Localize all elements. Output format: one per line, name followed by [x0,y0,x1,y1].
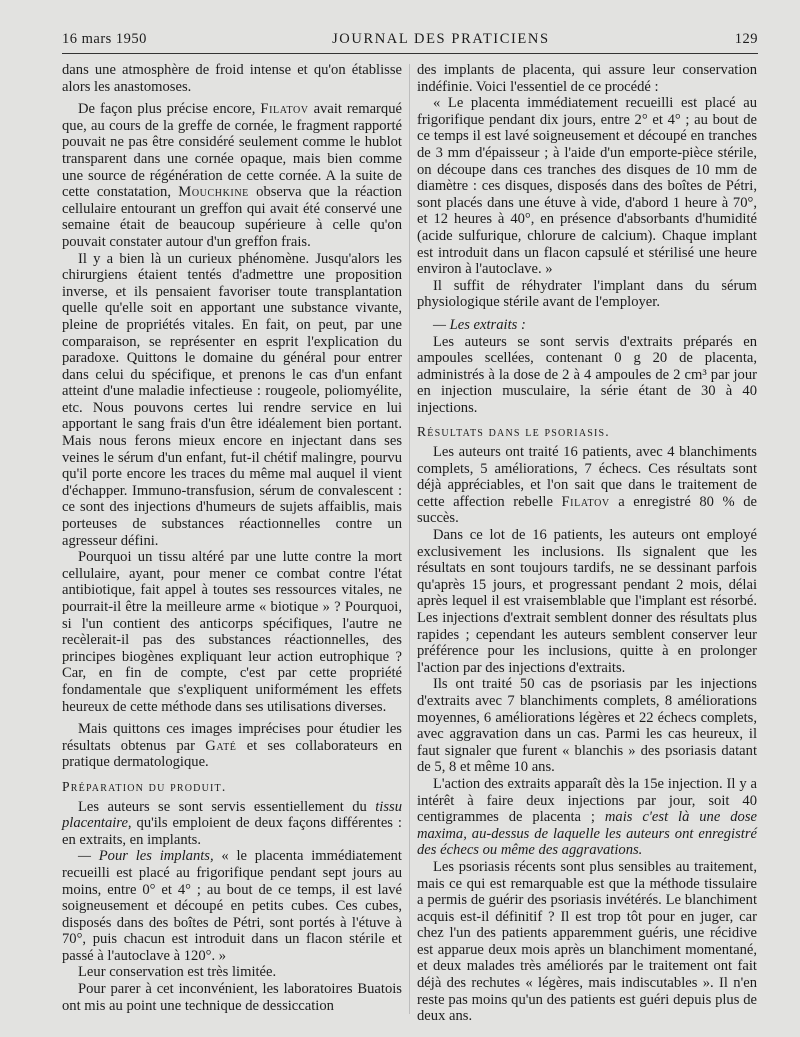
paragraph: De façon plus précise encore, Filatov avait remarqué que, au cours de la greffe de cornée, le fragment rapporté pouvait ne pas être considéré seulement comme le hublot transparent dans une cornée opaque, mais bien comme une source de régénération de cette cornée. A la suite de cette constatation, Mouchkine observa que la réaction cellulaire entourant un greffon qui avait été conservé une semaine était de beaucoup supérieure à celle qu'on pouvait constater autour d'un greffon frais. [62,101,402,250]
page-number: 129 [734,31,758,47]
paragraph: — Pour les implants, « le placenta immédiatement recueilli est placé au frigorifique pendant sept jours au moins, entre 0° et 4° ; au bout de ce temps, il est lavé soigneusement et découpé en petits cubes. Ces cubes, disposés dans des boîtes de Pétri, sont portés à l'étuve à 70°, puis chacun est introduit dans un flacon stérile et passé à l'autoclave à 120°. » [62,848,402,964]
paragraph: dans une atmosphère de froid intense et qu'on établisse alors les anastomoses. [62,62,402,95]
author-name: Filatov [561,493,610,510]
paragraph: Les auteurs se sont servis d'extraits préparés en ampoules scellées, contenant 0 g 20 de placenta, administrés à la dose de 2 à 4 ampoules de 2 cm³ par jour en injection musculaire, la série étant de 30 à 40 injections. [417,333,757,416]
paragraph: Pour parer à cet inconvénient, les laboratoires Buatois ont mis au point une technique de dessiccation [62,981,402,1014]
paragraph: L'action des extraits apparaît dès la 15e injection. Il y a intérêt à faire deux injections par jour, soit 40 centigrammes de placenta ; mais c'est là une dose maxima, au-dessus de laquelle les auteurs ont enregistré des échecs ou même des aggravations. [417,775,757,859]
section-heading-resultats: Résultats dans le psoriasis. [417,424,610,440]
paragraph: des implants de placenta, qui assure leur conservation indéfinie. Voici l'essentiel de ce procédé : [417,62,757,95]
author-name: Mouchkine [178,184,249,201]
page-header [62,22,758,54]
column-divider [409,64,410,1014]
paragraph: Ils ont traité 50 cas de psoriasis par les injections d'extraits avec 7 blanchiments complets, 8 améliorations moyennes, 6 améliorations légères et 22 échecs complets, avec aggravation dans un cas. Parmi les cas heureux, il faut signaler que furent « blanchis » des psoriasis datant de 5, 8 et même 10 ans. [417,676,757,776]
issue-date: 16 mars 1950 [62,31,147,47]
paragraph [417,317,757,334]
section-heading-preparation: Préparation du produit. [62,778,227,794]
paragraph: Il suffit de réhydrater l'implant dans du sérum physiologique stérile avant de l'employer. [417,277,757,311]
left-column [62,62,402,1014]
paragraph: Les auteurs se sont servis essentiellement du tissu placentaire, qu'ils emploient de deux façons différentes : en extraits, en implants. [62,798,402,848]
paragraph: Pourquoi un tissu altéré par une lutte contre la mort cellulaire, ayant, pour mener ce combat contre l'état antibiotique, fait appel à toutes ses ressources vitales, ne pourrait-il être la meilleure arme « biotique » ? Pourquoi, si l'un contient des anticorps spécifiques, l'autre ne recèlerait-il pas des substances réactionnelles, des principes biogènes expliquant leur action eutrophique ? Car, en fin de compte, c'est par cette propriété fondamentale que s'expliquent uniformément les effets heureux de cette méthode dans ses utilisations diverses. [62,549,402,715]
right-column [417,62,757,1025]
paragraph: « Le placenta immédiatement recueilli est placé au frigorifique pendant dix jours, entre 2° et 4° ; au bout de ce temps il est lavé soigneusement et découpé en tranches de 3 mm d'épaisseur ; à l'aide d'un emporte-pièce stérile, on découpe dans ces tranches des disques de 10 mm de diamètre : ces disques, disposés dans des boîtes de Pétri, sont placés dans une étuve à vide, d'abord 1 heure à 70°, et 12 heures à 40°, en présence d'absorbants d'humidité (acide sulfurique, chlorure de calcium). Chaque implant est introduit dans un flacon capsulé et stérilisé une heure environ à l'autoclave. » [417,95,757,278]
subsection-lead: — Les extraits : [433,316,526,333]
subsection-lead: — Pour les implants, [78,848,214,865]
journal-title: JOURNAL DES PRATICIENS [332,31,550,47]
paragraph: Les psoriasis récents sont plus sensibles au traitement, mais ce qui est remarquable est que la méthode tissulaire a permis de guérir des psoriasis invétérés. Le blanchiment acquis est-il définitif ? Il est trop tôt pour en juger, car chez l'un des patients apparemment guéris, une récidive est apparue deux mois après un blanchiment momentané, et deux malades très améliorés par le traitement ont fait déjà des rechutes « légères, mais indiscutables ». Il n'en reste pas moins qu'un des patients est guéri depuis plus de deux ans. [417,858,757,1025]
paragraph: Il y a bien là un curieux phénomène. Jusqu'alors les chirurgiens étaient tentés d'admettre une proposition inverse, et ils pensaient favoriser toute transplantation quelle qu'elle soit en apportant une substance vivante, pleine de propriétés vitales. En fait, on peut, par une comparaison, se représenter en esprit l'explication du paradoxe. Quittons le domaine du général pour entrer dans celui du spécifique, et prenons le cas d'un enfant atteint d'une maladie infectieuse : rougeole, poliomyélite, etc. Nous pouvons certes lui rendre service en lui apportant le sang frais d'un être idéalement bien portant. Mais nous ferons mieux encore en injectant dans ses veines le sérum d'un enfant, fut-il chétif malingre, pourvu qu'il porte encore les traces du même mal auquel il vient d'échapper. Immuno-transfusion, sérum de convalescent : ce sont des injections d'humeurs de sujets affaiblis, mais porteuses de substances réactionnelles contre un agresseur défini. [62,250,402,549]
paragraph: Dans ce lot de 16 patients, les auteurs ont employé exclusivement les inclusions. Ils signalent que les résultats en sont toujours tardifs, ne se dessinant parfois qu'après 15 jours, et progressant pendant 2 mois, délai après lequel il est vraisemblable que l'implant est résorbé. Les injections d'extrait semblent donner des résultats plus rapides ; cependant les auteurs semblent conserver leur préférence pour les inclusions, quitte à en prolonger l'action par des injections d'extraits. [417,527,757,676]
paragraph: Mais quittons ces images imprécises pour étudier les résultats obtenus par Gaté et ses collaborateurs en pratique dermatologique. [62,721,403,771]
paragraph: Leur conservation est très limitée. [78,964,277,981]
author-name: Gaté [205,737,237,754]
paragraph: Les auteurs ont traité 16 patients, avec 4 blanchiments complets, 5 améliorations, 7 échecs. Ces résultats sont déjà appréciables, et l'on sait que dans le traitement de cette affection rebelle Filatov a enregistré 80 % de succès. [417,444,757,527]
author-name: Filatov [260,101,309,118]
